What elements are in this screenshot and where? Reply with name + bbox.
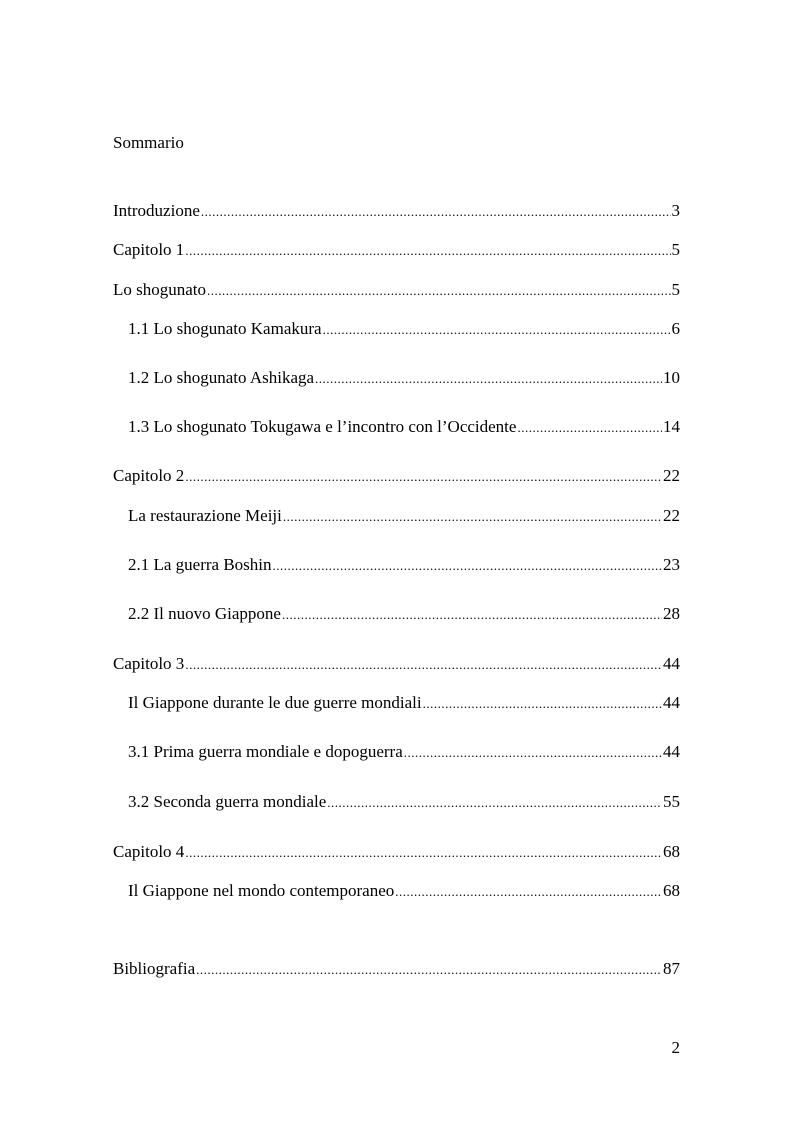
toc-leader-dots — [283, 507, 662, 527]
toc-entry-capitolo-1[interactable] — [113, 240, 680, 261]
toc-entry-capitolo-2[interactable] — [113, 466, 680, 487]
toc-entry-label: 2.2 Il nuovo Giappone — [128, 604, 281, 623]
toc-leader-dots — [315, 369, 662, 389]
page-number: 2 — [671, 1038, 680, 1057]
toc-entry-page: 44 — [663, 654, 680, 673]
toc-entry-capitolo-4[interactable] — [113, 842, 680, 863]
toc-leader-dots — [323, 320, 671, 340]
toc-entry-2-1[interactable] — [128, 555, 680, 576]
toc-entry-page: 6 — [671, 319, 680, 338]
toc-entry-page: 5 — [671, 240, 680, 259]
toc-heading: Sommario — [113, 133, 184, 152]
toc-entry-1-3[interactable] — [128, 417, 680, 438]
toc-entry-page: 14 — [663, 417, 680, 436]
toc-entry-lo-shogunato[interactable] — [113, 280, 680, 301]
toc-leader-dots — [517, 418, 662, 438]
toc-entry-1-2[interactable] — [128, 368, 680, 389]
toc-leader-dots — [185, 467, 662, 487]
toc-entry-page: 68 — [663, 881, 680, 900]
toc-entry-2-2[interactable] — [128, 604, 680, 625]
toc-entry-3-2[interactable] — [128, 792, 680, 813]
toc-entry-page: 3 — [671, 201, 680, 220]
toc-entry-label: 1.1 Lo shogunato Kamakura — [128, 319, 322, 338]
toc-entry-label: 1.2 Lo shogunato Ashikaga — [128, 368, 315, 387]
toc-entry-label: Introduzione — [113, 201, 200, 220]
toc-entry-label: Capitolo 2 — [113, 466, 185, 485]
toc-entry-label: Il Giappone nel mondo contemporaneo — [128, 881, 395, 900]
toc-entry-1-1[interactable] — [128, 319, 680, 340]
toc-leader-dots — [273, 556, 662, 576]
toc-entry-3-1[interactable] — [128, 742, 680, 763]
toc-entry-page: 55 — [663, 792, 680, 811]
toc-entry-page: 22 — [663, 506, 680, 525]
toc-leader-dots — [423, 694, 662, 714]
toc-entry-page: 87 — [663, 959, 680, 978]
toc-entry-label: 1.3 Lo shogunato Tokugawa e l’incontro con l’Occidente — [128, 417, 517, 436]
toc-entry-giappone-guerre[interactable] — [128, 693, 680, 714]
toc-entry-label: La restaurazione Meiji — [128, 506, 282, 525]
toc-leader-dots — [395, 882, 662, 902]
toc-leader-dots — [201, 202, 671, 222]
toc-entry-label: 2.1 La guerra Boshin — [128, 555, 272, 574]
toc-entry-label: Il Giappone durante le due guerre mondiali — [128, 693, 422, 712]
toc-entry-label: Bibliografia — [113, 959, 196, 978]
toc-entry-giappone-contemporaneo[interactable] — [128, 881, 680, 902]
toc-leader-dots — [282, 605, 662, 625]
toc-leader-dots — [185, 241, 670, 261]
toc-entry-label: 3.2 Seconda guerra mondiale — [128, 792, 327, 811]
toc-entry-label: Capitolo 3 — [113, 654, 185, 673]
toc-leader-dots — [185, 655, 662, 675]
toc-entry-introduzione[interactable] — [113, 201, 680, 222]
toc-leader-dots — [185, 843, 662, 863]
toc-leader-dots — [196, 960, 662, 980]
toc-entry-page: 44 — [663, 742, 680, 761]
toc-entry-bibliografia[interactable] — [113, 959, 680, 980]
toc-entry-page: 44 — [663, 693, 680, 712]
toc-entry-label: 3.1 Prima guerra mondiale e dopoguerra — [128, 742, 403, 761]
toc-entry-page: 28 — [663, 604, 680, 623]
toc-entry-capitolo-3[interactable] — [113, 654, 680, 675]
toc-entry-restaurazione-meiji[interactable] — [128, 506, 680, 527]
toc-entry-label: Capitolo 1 — [113, 240, 185, 259]
toc-leader-dots — [327, 793, 662, 813]
toc-entry-page: 68 — [663, 842, 680, 861]
toc-leader-dots — [404, 743, 662, 763]
toc-entry-page: 10 — [663, 368, 680, 387]
toc-entry-label: Lo shogunato — [113, 280, 207, 299]
toc-entry-page: 23 — [663, 555, 680, 574]
toc-entry-page: 22 — [663, 466, 680, 485]
toc-entry-page: 5 — [671, 280, 680, 299]
toc-entry-label: Capitolo 4 — [113, 842, 185, 861]
toc-leader-dots — [207, 281, 670, 301]
